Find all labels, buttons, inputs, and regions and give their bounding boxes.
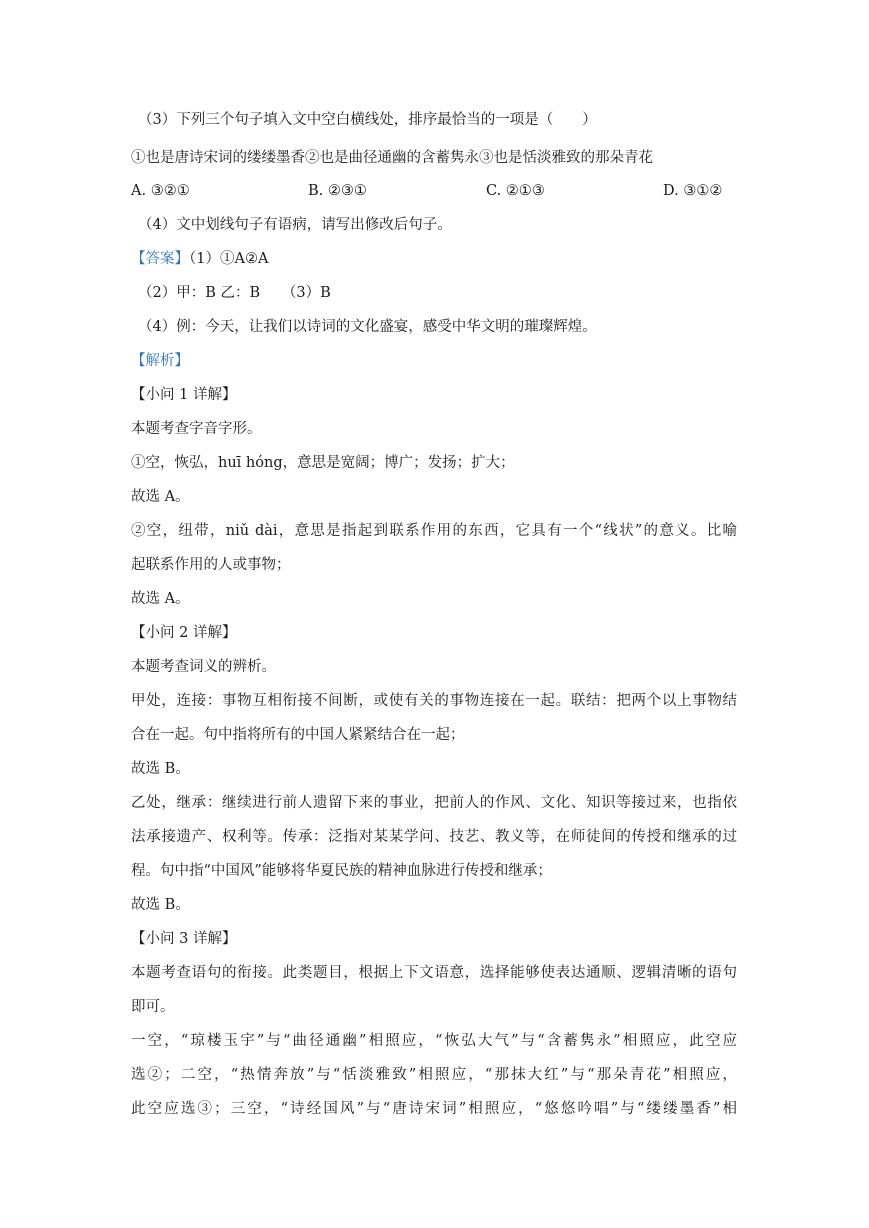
- q4-stem: （4）文中划线句子有语病，请写出修改后句子。: [138, 217, 452, 233]
- answer-text-1: （1）①A②A: [189, 251, 269, 267]
- answer-line-1: [131, 249, 268, 269]
- q3-stem: （3）下列三个句子填入文中空白横线处，排序最恰当的一项是（ ）: [138, 112, 597, 128]
- option-c: C. ②①③: [486, 183, 545, 199]
- q3-options: [131, 181, 737, 201]
- analysis-line: 此空应选③；三空，“诗经国风”与“唐诗宋词”相照应，“悠悠吟唱”与“缕缕墨香”相: [131, 1101, 737, 1117]
- analysis-line: ②空，纽带，niǔ dài，意思是指起到联系作用的东西，它具有一个“线状”的意义。比喻: [131, 523, 737, 539]
- analysis-line: 本题考查字音字形。: [131, 421, 262, 437]
- analysis-line: 法承接遗产、权利等。传承：泛指对某某学问、技艺、教义等，在师徒间的传授和继承的过: [131, 829, 737, 845]
- analysis-line: ①空，恢弘，huī hóng，意思是宽阔；博广；发扬；扩大；: [131, 455, 515, 471]
- analysis-line: 选②；二空，“热情奔放”与“恬淡雅致”相照应，“那抹大红”与“那朵青花”相照应，: [131, 1067, 737, 1083]
- analysis-line: 一空，“琼楼玉宇”与“曲径通幽”相照应，“恢弘大气”与“含蓄隽永”相照应，此空应: [131, 1033, 737, 1049]
- analysis-line: 故选 A。: [131, 591, 190, 607]
- analysis-line: 本题考查词义的辨析。: [131, 659, 276, 675]
- analysis-tag: 【解析】: [131, 353, 189, 369]
- q3-sentences: ①也是唐诗宋词的缕缕墨香②也是曲径通幽的含蓄隽永③也是恬淡雅致的那朵青花: [131, 150, 653, 166]
- analysis-line: 本题考查语句的衔接。此类题目，根据上下文语意，选择能够使表达通顺、逻辑清晰的语句: [131, 965, 737, 981]
- analysis-line: 即可。: [131, 999, 175, 1015]
- analysis-line: 甲处，连接：事物互相衔接不间断，或使有关的事物连接在一起。联结：把两个以上事物结: [131, 693, 737, 709]
- option-d: D. ③①②: [663, 183, 723, 199]
- analysis-line: 乙处，继承：继续进行前人遗留下来的事业，把前人的作风、文化、知识等接过来，也指依: [131, 795, 737, 811]
- analysis-line: 故选 A。: [131, 489, 190, 505]
- analysis-line: 故选 B。: [131, 897, 190, 913]
- analysis-line: 故选 B。: [131, 761, 190, 777]
- analysis-line: 合在一起。句中指将所有的中国人紧紧结合在一起；: [131, 727, 465, 743]
- analysis-line: 【小问 3 详解】: [131, 931, 237, 947]
- option-b: B. ②③①: [308, 183, 367, 199]
- option-a: A. ③②①: [131, 183, 190, 199]
- analysis-line: 起联系作用的人或事物；: [131, 557, 291, 573]
- analysis-line: 【小问 1 详解】: [131, 387, 237, 403]
- analysis-line: 程。句中指“中国风”能够将华夏民族的精神血脉进行传授和继承；: [131, 863, 552, 879]
- answer-tag: 【答案】: [131, 251, 189, 267]
- answer-line-2: （2）甲：B 乙：B （3）B: [138, 285, 331, 301]
- answer-line-3: （4）例：今天，让我们以诗词的文化盛宴，感受中华文明的璀璨辉煌。: [138, 319, 597, 335]
- analysis-line: 【小问 2 详解】: [131, 625, 237, 641]
